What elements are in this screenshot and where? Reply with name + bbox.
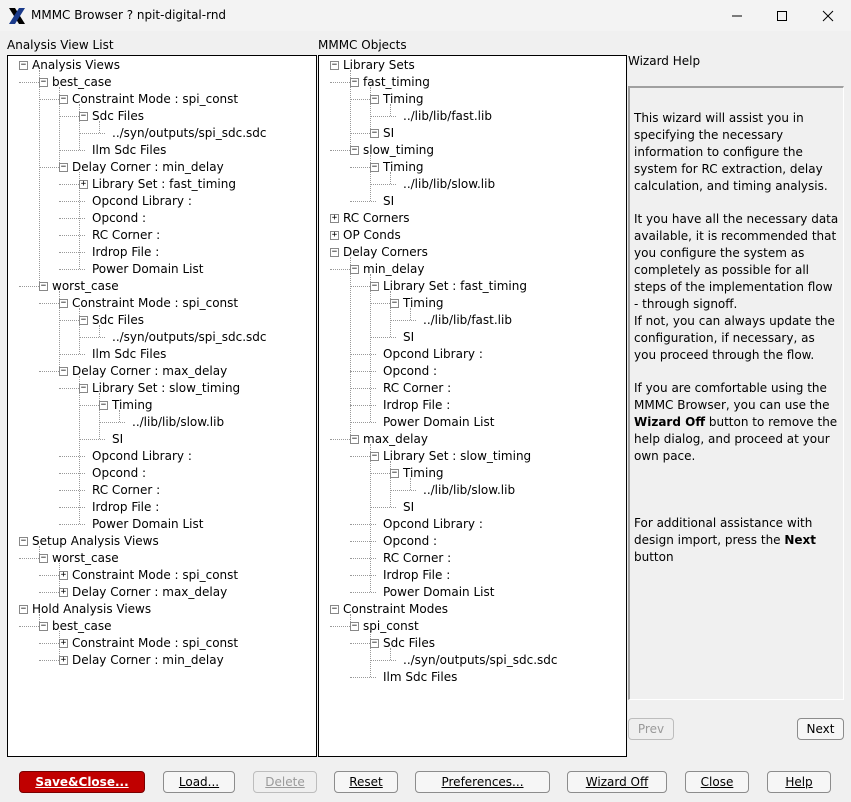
minimize-icon — [731, 10, 743, 22]
tree-connector — [59, 252, 85, 253]
tree-item[interactable]: Ilm Sdc Files — [92, 143, 167, 157]
expand-icon[interactable]: + — [331, 213, 338, 223]
help-paragraph: If you are comfortable using the MMMC Browser, you can use the Wizard Off button to remove the help dialog, and proceed at your own pace. — [634, 381, 838, 463]
tree-connector — [350, 558, 376, 559]
tree-item[interactable]: slow_timing — [363, 143, 435, 157]
tree-item[interactable]: Irdrop File : — [92, 500, 160, 514]
collapse-icon[interactable]: − — [351, 264, 358, 274]
tree-connector — [79, 439, 105, 440]
collapse-icon[interactable]: − — [331, 604, 338, 614]
tree-item[interactable]: Delay Corner : min_delay — [72, 160, 224, 174]
tree-item[interactable]: RC Corner : — [92, 483, 161, 497]
tree-connector — [59, 473, 85, 474]
tree-item[interactable]: Opcond : — [383, 364, 438, 378]
collapse-icon[interactable]: − — [331, 60, 338, 70]
tree-connector — [59, 524, 85, 525]
tree-connector — [350, 201, 376, 202]
next-button[interactable]: Next — [797, 718, 844, 740]
tree-item[interactable]: Constraint Mode : spi_const — [72, 296, 239, 310]
collapse-icon[interactable]: − — [80, 315, 87, 325]
tree-connector — [59, 507, 85, 508]
collapse-icon[interactable]: − — [20, 604, 27, 614]
tree-connector — [79, 376, 80, 524]
tree-item[interactable]: spi_const — [363, 619, 419, 633]
collapse-icon[interactable]: − — [20, 60, 27, 70]
collapse-icon[interactable]: − — [371, 162, 378, 172]
tree-connector — [39, 70, 40, 286]
tree-item[interactable]: SI — [403, 330, 415, 344]
tree-connector — [59, 235, 85, 236]
collapse-icon[interactable]: − — [60, 366, 67, 376]
tree-item[interactable]: Power Domain List — [383, 415, 495, 429]
collapse-icon[interactable]: − — [371, 638, 378, 648]
collapse-icon[interactable]: − — [100, 400, 107, 410]
analysis-view-tree[interactable] — [7, 55, 317, 757]
tree-item[interactable]: Opcond Library : — [92, 449, 192, 463]
tree-item[interactable]: Library Sets — [343, 58, 415, 72]
tree-item[interactable]: OP Conds — [343, 228, 401, 242]
tree-item[interactable]: best_case — [52, 75, 112, 89]
expand-icon[interactable]: + — [80, 179, 87, 189]
wizard-off-button[interactable]: Wizard Off — [567, 771, 667, 793]
minimize-button[interactable] — [714, 0, 760, 31]
tree-item[interactable]: ../lib/lib/slow.lib — [423, 483, 516, 497]
help-paragraph: It you have all the necessary data available, it is recommended that you configure the system as completely as possible for all steps of the implementation flow - through signoff. — [634, 212, 839, 311]
tree-item[interactable]: Sdc Files — [92, 109, 144, 123]
tree-item[interactable]: Irdrop File : — [383, 568, 451, 582]
tree-item[interactable]: ../lib/lib/slow.lib — [132, 415, 225, 429]
tree-connector — [79, 104, 80, 150]
tree-connector — [370, 444, 371, 592]
tree-connector — [79, 337, 105, 338]
tree-item[interactable]: Constraint Mode : spi_const — [72, 568, 239, 582]
tree-item[interactable]: Delay Corners — [343, 245, 428, 259]
tree-item[interactable]: Opcond Library : — [383, 517, 483, 531]
tree-item[interactable]: Constraint Modes — [343, 602, 448, 616]
tree-connector — [350, 524, 376, 525]
tree-item[interactable]: Irdrop File : — [383, 398, 451, 412]
tree-connector — [390, 461, 391, 507]
prev-button[interactable]: Prev — [628, 718, 674, 740]
tree-item[interactable]: best_case — [52, 619, 112, 633]
tree-item[interactable]: ../syn/outputs/spi_sdc.sdc — [112, 126, 267, 140]
tree-item[interactable]: Ilm Sdc Files — [383, 670, 458, 684]
collapse-icon[interactable]: − — [351, 434, 358, 444]
tree-item[interactable]: ../lib/lib/fast.lib — [423, 313, 512, 327]
tree-item[interactable]: Sdc Files — [92, 313, 144, 327]
tree-connector — [350, 677, 376, 678]
tree-connector — [370, 660, 396, 661]
tree-item[interactable]: Library Set : slow_timing — [383, 449, 532, 463]
tree-connector — [99, 393, 100, 439]
tree-item[interactable]: RC Corners — [343, 211, 410, 225]
tree-item[interactable]: max_delay — [363, 432, 428, 446]
expand-icon[interactable]: + — [60, 655, 67, 665]
tree-connector — [350, 422, 376, 423]
close-button[interactable]: Close — [685, 771, 749, 793]
tree-item[interactable]: fast_timing — [363, 75, 430, 89]
collapse-icon[interactable]: − — [391, 298, 398, 308]
collapse-icon[interactable]: − — [391, 468, 398, 478]
expand-icon[interactable]: + — [60, 638, 67, 648]
collapse-icon[interactable]: − — [40, 621, 47, 631]
tree-item[interactable]: Timing — [403, 466, 444, 480]
tree-item[interactable]: SI — [403, 500, 415, 514]
tree-item[interactable]: Opcond Library : — [383, 347, 483, 361]
collapse-icon[interactable]: − — [371, 94, 378, 104]
preferences-button[interactable]: Preferences... — [415, 771, 550, 793]
tree-item[interactable]: Opcond : — [383, 534, 438, 548]
collapse-icon[interactable]: − — [351, 77, 358, 87]
tree-item[interactable]: Opcond Library : — [92, 194, 192, 208]
tree-item[interactable]: Timing — [112, 398, 153, 412]
tree-connector — [350, 592, 376, 593]
tree-item[interactable]: Power Domain List — [383, 585, 495, 599]
wizard-help-title: Wizard Help — [628, 54, 701, 68]
help-paragraph: If not, you can always update the configuration, if necessary, as you proceed through the flow. — [634, 314, 835, 362]
mmmc-objects-label: MMMC Objects — [318, 38, 407, 52]
window-title: MMMC Browser ? npit-digital-rnd — [31, 8, 227, 22]
collapse-icon[interactable]: − — [40, 281, 47, 291]
tree-connector — [370, 337, 396, 338]
tree-connector — [350, 371, 376, 372]
wizard-help-text — [628, 86, 844, 700]
collapse-icon[interactable]: − — [80, 383, 87, 393]
tree-item[interactable]: RC Corner : — [383, 551, 452, 565]
tree-connector — [390, 320, 416, 321]
tree-item[interactable]: Delay Corner : min_delay — [72, 653, 224, 667]
tree-connector — [370, 507, 396, 508]
tree-item[interactable]: worst_case — [52, 279, 119, 293]
tree-connector — [350, 257, 351, 439]
collapse-icon[interactable]: − — [371, 451, 378, 461]
maximize-button[interactable] — [759, 0, 805, 31]
collapse-icon[interactable]: − — [371, 128, 378, 138]
tree-connector — [79, 308, 80, 354]
analysis-view-list-label: Analysis View List — [7, 38, 114, 52]
tree-connector — [370, 184, 396, 185]
tree-item[interactable]: Constraint Mode : spi_const — [72, 92, 239, 106]
tree-item[interactable]: min_delay — [363, 262, 425, 276]
tree-item[interactable]: Setup Analysis Views — [32, 534, 159, 548]
tree-item[interactable]: ../lib/lib/slow.lib — [403, 177, 496, 191]
tree-item[interactable]: RC Corner : — [383, 381, 452, 395]
tree-item[interactable]: Ilm Sdc Files — [92, 347, 167, 361]
collapse-icon[interactable]: − — [60, 94, 67, 104]
tree-item[interactable]: SI — [112, 432, 124, 446]
tree-item[interactable]: Opcond : — [92, 211, 147, 225]
tree-item[interactable]: Analysis Views — [32, 58, 120, 72]
tree-connector — [390, 490, 416, 491]
tree-item[interactable]: Library Set : fast_timing — [383, 279, 527, 293]
collapse-icon[interactable]: − — [60, 298, 67, 308]
tree-connector — [370, 274, 371, 422]
tree-item[interactable]: Delay Corner : max_delay — [72, 585, 228, 599]
tree-connector — [350, 405, 376, 406]
tree-connector — [59, 490, 85, 491]
tree-item[interactable]: SI — [383, 126, 395, 140]
collapse-icon[interactable]: − — [351, 145, 358, 155]
tree-item[interactable]: ../lib/lib/fast.lib — [403, 109, 492, 123]
collapse-icon[interactable]: − — [80, 111, 87, 121]
expand-icon[interactable]: + — [60, 587, 67, 597]
tree-item[interactable]: Timing — [383, 92, 424, 106]
tree-connector — [59, 218, 85, 219]
tree-connector — [99, 422, 125, 423]
tree-connector — [59, 354, 85, 355]
tree-item[interactable]: Constraint Mode : spi_const — [72, 636, 239, 650]
tree-connector — [390, 291, 391, 337]
load-button[interactable]: Load... — [163, 771, 235, 793]
tree-item[interactable]: Power Domain List — [92, 517, 204, 531]
collapse-icon[interactable]: − — [20, 536, 27, 546]
reset-button[interactable]: Reset — [334, 771, 398, 793]
tree-connector — [59, 201, 85, 202]
tree-connector — [59, 150, 85, 151]
tree-connector — [59, 456, 85, 457]
tree-item[interactable]: Delay Corner : max_delay — [72, 364, 228, 378]
close-window-button[interactable] — [805, 0, 851, 31]
collapse-icon[interactable]: − — [331, 247, 338, 257]
tree-item[interactable]: Opcond : — [92, 466, 147, 480]
collapse-icon[interactable]: − — [40, 77, 47, 87]
delete-button[interactable]: Delete — [253, 771, 317, 793]
tree-connector — [350, 354, 376, 355]
mmmc-objects-tree[interactable] — [318, 55, 627, 757]
tree-connector — [370, 116, 396, 117]
tree-connector — [370, 155, 371, 201]
app-logo-icon — [8, 7, 26, 25]
tree-item[interactable]: Timing — [403, 296, 444, 310]
tree-item[interactable]: Timing — [383, 160, 424, 174]
tree-connector — [350, 575, 376, 576]
help-button[interactable]: Help — [767, 771, 831, 793]
tree-item[interactable]: SI — [383, 194, 395, 208]
maximize-icon — [776, 10, 788, 22]
help-paragraph: This wizard will assist you in specifying the necessary information to configure the system for RC extraction, delay calculation, and timing analysis. — [634, 111, 828, 193]
tree-item[interactable]: Hold Analysis Views — [32, 602, 152, 616]
collapse-icon[interactable]: − — [60, 162, 67, 172]
tree-connector — [350, 388, 376, 389]
save-close-button[interactable]: Save&Close... — [19, 771, 145, 793]
tree-item[interactable]: ../syn/outputs/spi_sdc.sdc — [403, 653, 558, 667]
tree-item[interactable]: worst_case — [52, 551, 119, 565]
tree-item[interactable]: Power Domain List — [92, 262, 204, 276]
tree-item[interactable]: Irdrop File : — [92, 245, 160, 259]
tree-connector — [350, 541, 376, 542]
tree-item[interactable]: Library Set : fast_timing — [92, 177, 236, 191]
tree-item[interactable]: ../syn/outputs/spi_sdc.sdc — [112, 330, 267, 344]
tree-connector — [370, 87, 371, 133]
tree-connector — [370, 631, 371, 677]
tree-item[interactable]: Sdc Files — [383, 636, 435, 650]
collapse-icon[interactable]: − — [351, 621, 358, 631]
expand-icon[interactable]: + — [331, 230, 338, 240]
tree-connector — [79, 133, 105, 134]
tree-item[interactable]: RC Corner : — [92, 228, 161, 242]
collapse-icon[interactable]: − — [40, 553, 47, 563]
tree-connector — [59, 269, 85, 270]
title-bar — [0, 0, 851, 31]
tree-item[interactable]: Library Set : slow_timing — [92, 381, 241, 395]
expand-icon[interactable]: + — [60, 570, 67, 580]
close-icon — [822, 10, 834, 22]
help-paragraph: For additional assistance with design import, press the Next button — [634, 516, 817, 564]
collapse-icon[interactable]: − — [371, 281, 378, 291]
